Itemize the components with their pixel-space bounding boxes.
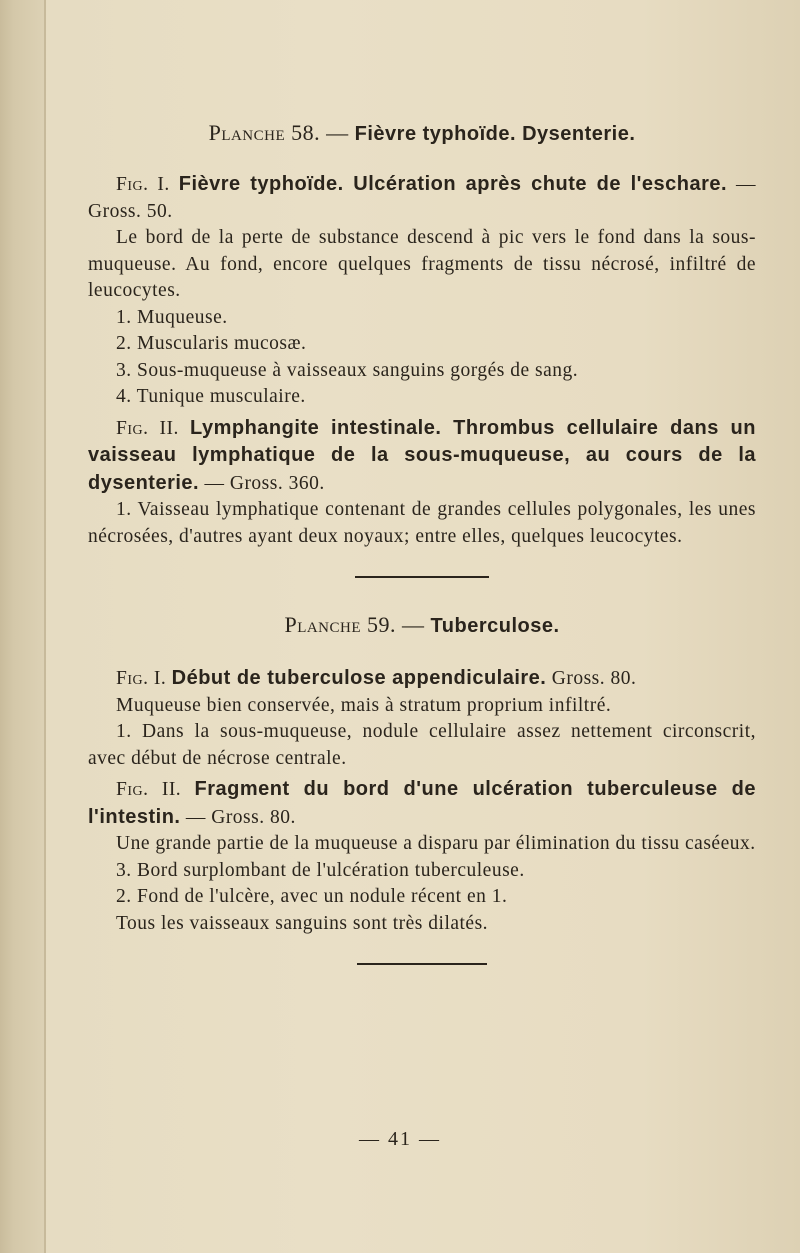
planche-59-fig1-caption: [88, 665, 756, 693]
fig2-title: Lymphangite intestinale. Thrombus cellulaire dans un vaisseau lymphatique de la sous-muqueuse, au cours de la dysenterie.: [88, 416, 756, 494]
planche-59-title: Tuberculose.: [430, 615, 560, 637]
planche-59-prefix: Planche: [284, 612, 362, 637]
planche-59-fig2-item-2: 2. Fond de l'ulcère, avec un nodule récent en 1.: [116, 886, 508, 907]
section-divider-1: [355, 576, 489, 578]
planche-59-fig2-item-3: Tous les vaisseaux sanguins sont très dilatés.: [116, 912, 489, 934]
planche-58-fig2-caption: [88, 415, 756, 498]
planche-58-fig1-item-4: 4. Tunique musculaire.: [116, 386, 306, 407]
planche-59-fig1-item-1: 1. Dans la sous-muqueuse, nodule cellulaire assez nettement circonscrit, avec début de nécrose centrale.: [88, 721, 756, 769]
planche-58-heading: [88, 118, 756, 149]
planche-58-fig1-caption: [88, 171, 756, 225]
planche-59-fig2-description: Une grande partie de la muqueuse a disparu par élimination du tissu caséeux.: [116, 833, 756, 854]
planche-59-number: 59. —: [361, 612, 431, 637]
fig2-label: Fig. II.: [116, 417, 190, 439]
fig1-label: Fig. I.: [116, 668, 172, 689]
page-content: [88, 118, 756, 965]
fig2-gross: — Gross. 80.: [180, 806, 296, 828]
section-divider-2: [357, 963, 487, 965]
fig1-label: Fig. I.: [116, 174, 179, 195]
fig1-gross: Gross. 80.: [546, 668, 637, 689]
fig2-gross: — Gross. 360.: [199, 472, 325, 494]
planche-59-fig2-caption: [88, 776, 756, 831]
binding-line: [44, 0, 46, 1253]
planche-59-heading: [88, 610, 756, 641]
page-number: — 41 —: [359, 1128, 441, 1150]
fig1-title: Début de tuberculose appendiculaire.: [171, 667, 547, 689]
fig2-title: Fragment du bord d'une ulcération tuberculeuse de l'intestin.: [88, 778, 756, 828]
planche-58-fig1-item-3: 3. Sous-muqueuse à vaisseaux sanguins gorgés de sang.: [116, 359, 579, 381]
page-edge-shadow: [0, 0, 46, 1253]
planche-59-fig2-item-1: 3. Bord surplombant de l'ulcération tuberculeuse.: [116, 859, 525, 881]
fig1-title: Fièvre typhoïde. Ulcération après chute de l'eschare.: [178, 173, 728, 195]
fig2-label: Fig. II.: [116, 779, 195, 800]
planche-58-title: Fièvre typhoïde. Dysenterie.: [354, 123, 636, 145]
planche-58-fig1-description: Le bord de la perte de substance descend à pic vers le fond dans la sous-muqueuse. Au fond, encore quelques fragments de tissu nécrosé, infiltré de leucocytes.: [88, 227, 756, 301]
fig1-gross: — Gross. 50.: [88, 174, 756, 222]
planche-59-fig1-description: Muqueuse bien conservée, mais à stratum proprium infiltré.: [116, 694, 612, 716]
planche-58-fig1-item-2: 2. Muscularis mucosæ.: [116, 333, 307, 354]
planche-58-prefix: Planche: [208, 120, 286, 145]
planche-58-number: 58. —: [285, 120, 355, 145]
planche-58-fig2-item-1: 1. Vaisseau lymphatique contenant de grandes cellules polygonales, les unes nécrosées, d'autres ayant deux noyaux; entre elles, quelques leucocytes.: [88, 499, 756, 547]
planche-58-fig1-item-1: 1. Muqueuse.: [116, 306, 228, 328]
